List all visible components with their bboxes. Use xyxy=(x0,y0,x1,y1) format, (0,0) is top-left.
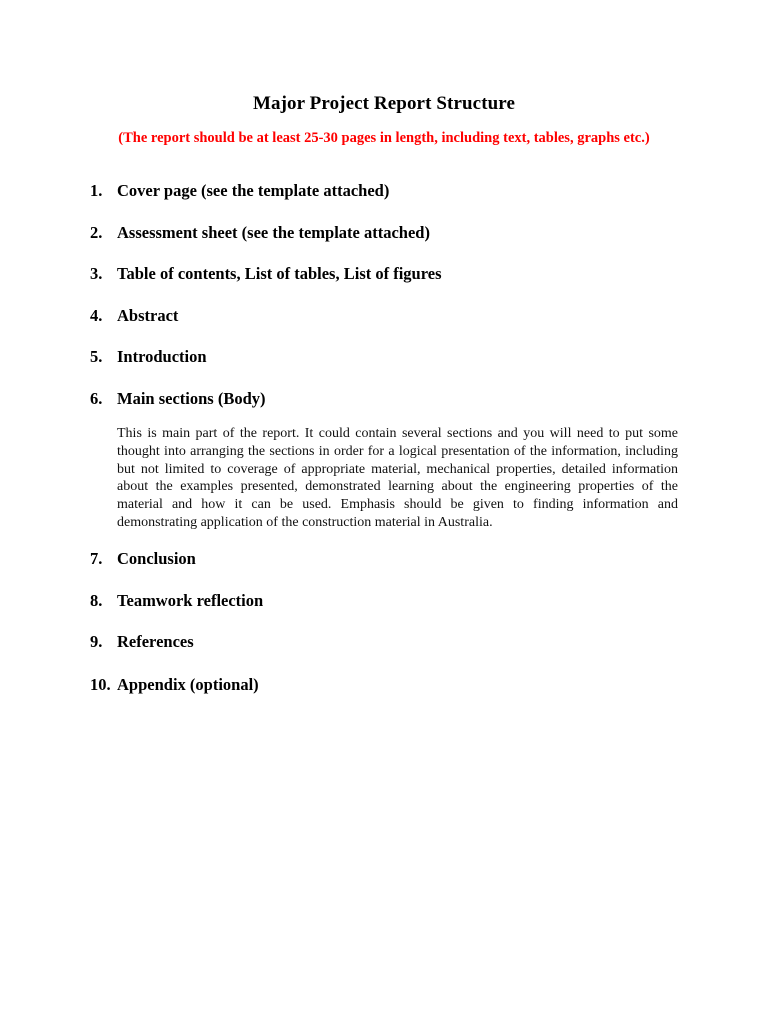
list-item-label: Introduction xyxy=(117,347,207,366)
list-item-number: 3. xyxy=(90,264,103,283)
list-item-number: 7. xyxy=(90,549,103,568)
list-item-label: Conclusion xyxy=(117,549,196,568)
list-item-number: 8. xyxy=(90,591,103,610)
list-item-number: 9. xyxy=(90,632,103,651)
document-title: Major Project Report Structure xyxy=(252,93,516,114)
list-item-number: 4. xyxy=(90,306,103,325)
list-item-main-sections xyxy=(90,389,266,409)
list-item-label: Table of contents, List of tables, List of figures xyxy=(117,264,442,283)
list-item-conclusion xyxy=(90,549,196,569)
list-item-number: 5. xyxy=(90,347,103,366)
list-item-label: Cover page (see the template attached) xyxy=(117,181,390,200)
list-item-abstract xyxy=(90,306,178,326)
list-item-appendix xyxy=(90,675,259,695)
list-item-number: 6. xyxy=(90,389,103,408)
list-item-number: 1. xyxy=(90,181,103,200)
main-sections-description: This is main part of the report. It could contain several sections and you will need to put some thought into arranging the sections in order for a logical presentation of the information, including but not limited to coverage of appropriate material, mechanical properties, detailed information about the examples presented, demonstrated learning about the engineering properties of the material and how it can be used. Emphasis should be given to finding information and demonstrating application of the construction material in Australia. xyxy=(117,426,678,530)
list-item-table-of-contents xyxy=(90,264,442,284)
list-item-label: Abstract xyxy=(117,306,179,325)
list-item-cover-page xyxy=(90,181,389,201)
list-item-label: Assessment sheet (see the template attached) xyxy=(117,223,430,242)
list-item-number: 10. xyxy=(90,675,111,694)
list-item-number: 2. xyxy=(90,223,103,242)
list-item-label: Teamwork reflection xyxy=(117,591,264,610)
list-item-label: References xyxy=(117,632,194,651)
list-item-label: Appendix (optional) xyxy=(117,675,259,694)
list-item-label: Main sections (Body) xyxy=(117,389,266,408)
list-item-teamwork-reflection xyxy=(90,591,263,611)
page-length-note: (The report should be at least 25-30 pages in length, including text, tables, graphs etc.) xyxy=(118,130,650,146)
list-item-assessment-sheet xyxy=(90,223,430,243)
list-item-introduction xyxy=(90,347,207,367)
list-item-references xyxy=(90,632,194,652)
